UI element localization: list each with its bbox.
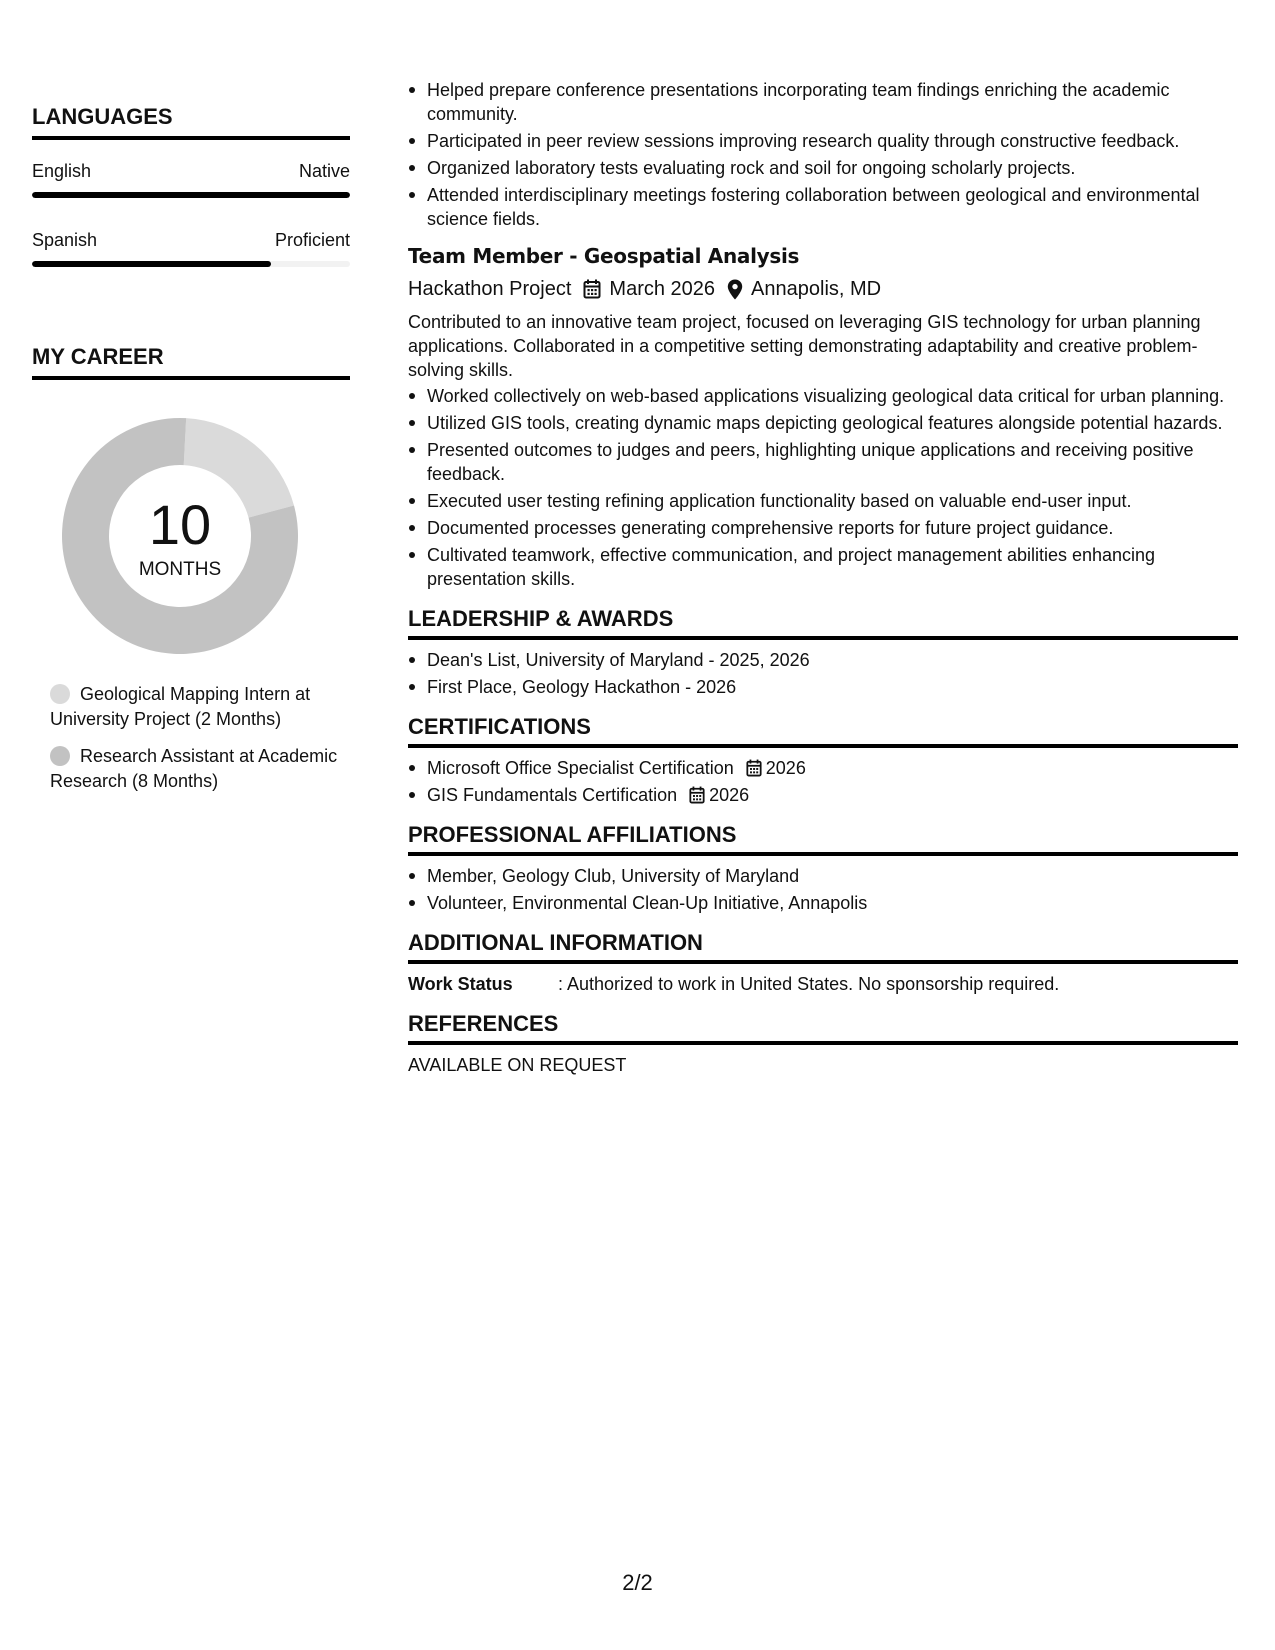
certification-year: 2026 xyxy=(709,785,750,805)
job-date: March 2026 xyxy=(609,278,716,300)
language-level: Proficient xyxy=(274,230,350,250)
list-item: Volunteer, Environmental Clean-Up Initiative, Annapolis xyxy=(408,891,1238,915)
donut-center xyxy=(56,412,304,660)
previous-job-bullets xyxy=(408,78,1238,231)
work-status-label: Work Status xyxy=(408,974,513,994)
list-item: Member, Geology Club, University of Maryland xyxy=(408,864,1238,888)
work-status-value: : Authorized to work in United States. No sponsorship required. xyxy=(558,974,1060,994)
references-heading: REFERENCES xyxy=(408,1012,1238,1045)
leadership-heading: LEADERSHIP & AWARDS xyxy=(408,607,1238,640)
references-text: AVAILABLE ON REQUEST xyxy=(408,1055,627,1075)
certification-name: Microsoft Office Specialist Certification xyxy=(427,758,734,778)
list-item: Cultivated teamwork, effective communication, and project management abilities enhancing presentation skills. xyxy=(408,543,1238,591)
list-item xyxy=(408,783,1238,807)
legend-label: Geological Mapping Intern at University Project (2 Months) xyxy=(50,684,311,729)
list-item: Attended interdisciplinary meetings fostering collaboration between geological and environmental science fields. xyxy=(408,183,1238,231)
language-row-spanish xyxy=(32,230,350,251)
job-meta xyxy=(408,277,1238,301)
career-donut-chart xyxy=(56,412,304,660)
additional-info-heading: ADDITIONAL INFORMATION xyxy=(408,931,1238,964)
list-item: Presented outcomes to judges and peers, highlighting unique applications and receiving positive feedback. xyxy=(408,438,1238,486)
career-heading: MY CAREER xyxy=(32,344,350,380)
calendar-icon xyxy=(746,759,762,777)
list-item: Participated in peer review sessions improving research quality through constructive feedback. xyxy=(408,129,1238,153)
language-name: Spanish xyxy=(32,230,98,250)
legend-item xyxy=(50,744,350,794)
language-proficiency-bar xyxy=(32,192,350,198)
list-item: Executed user testing refining application functionality based on valuable end-user input. xyxy=(408,489,1238,513)
list-item xyxy=(408,756,1238,780)
list-item: Documented processes generating comprehensive reports for future project guidance. xyxy=(408,516,1238,540)
main-content xyxy=(408,78,1238,1077)
career-total-unit: MONTHS xyxy=(138,559,222,580)
legend-item xyxy=(50,682,350,732)
language-proficiency-fill xyxy=(32,261,271,267)
calendar-icon xyxy=(583,279,601,299)
language-name: English xyxy=(32,161,92,181)
legend-label: Research Assistant at Academic Research (8 Months) xyxy=(50,746,338,791)
leadership-list xyxy=(408,648,1238,699)
page-number: 2/2 xyxy=(622,1570,653,1595)
calendar-icon xyxy=(689,786,705,804)
list-item: Helped prepare conference presentations incorporating team findings enriching the academic community. xyxy=(408,78,1238,126)
affiliations-heading: PROFESSIONAL AFFILIATIONS xyxy=(408,823,1238,856)
list-item: First Place, Geology Hackathon - 2026 xyxy=(408,675,1238,699)
job-location: Annapolis, MD xyxy=(751,278,882,300)
language-proficiency-fill xyxy=(32,192,350,198)
legend-dot xyxy=(50,684,70,704)
language-row-english xyxy=(32,161,350,182)
languages-heading: LANGUAGES xyxy=(32,104,350,140)
list-item: Utilized GIS tools, creating dynamic maps depicting geological features alongside potential hazards. xyxy=(408,411,1238,435)
location-pin-icon xyxy=(727,279,743,300)
list-item: Dean's List, University of Maryland - 2025, 2026 xyxy=(408,648,1238,672)
work-status-row xyxy=(408,972,1238,996)
legend-dot xyxy=(50,746,70,766)
certifications-list xyxy=(408,756,1238,807)
job-description: Contributed to an innovative team project, focused on leveraging GIS technology for urban planning applications. Collaborated in a competitive setting demonstrating adaptability and creative problem-solving skills. xyxy=(408,312,1201,380)
career-total-value: 10 xyxy=(148,493,212,556)
certification-name: GIS Fundamentals Certification xyxy=(427,785,678,805)
language-level: Native xyxy=(298,161,350,181)
affiliations-list xyxy=(408,864,1238,915)
certification-line xyxy=(427,783,1238,807)
certification-line xyxy=(427,756,1238,780)
job-title: Team Member - Geospatial Analysis xyxy=(408,244,800,268)
list-item: Organized laboratory tests evaluating rock and soil for ongoing scholarly projects. xyxy=(408,156,1238,180)
certification-year: 2026 xyxy=(765,758,806,778)
job-organization: Hackathon Project xyxy=(408,278,572,300)
career-legend xyxy=(50,682,350,806)
job-bullets xyxy=(408,384,1238,591)
certifications-heading: CERTIFICATIONS xyxy=(408,715,1238,748)
list-item: Worked collectively on web-based applications visualizing geological data critical for urban planning. xyxy=(408,384,1238,408)
language-proficiency-bar xyxy=(32,261,350,267)
